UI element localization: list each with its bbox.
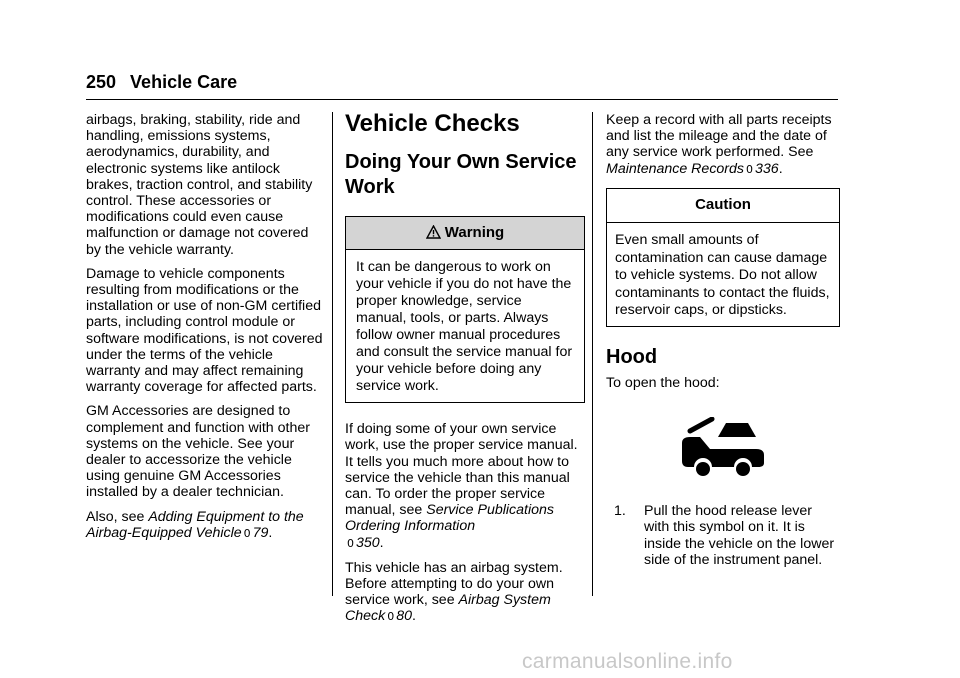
caution-title: Caution <box>607 189 839 223</box>
page-ref-number[interactable]: 336 <box>755 160 779 177</box>
page-ref-icon: 0 <box>347 536 354 550</box>
text: . <box>379 534 384 551</box>
paragraph <box>606 112 840 178</box>
caution-box <box>606 188 840 327</box>
step-item <box>606 503 840 568</box>
paragraph: To open the hood: <box>606 374 720 391</box>
paragraph <box>345 421 585 552</box>
page-ref-number[interactable]: 80 <box>396 608 412 625</box>
section-title: Vehicle Care <box>130 72 238 92</box>
column-1 <box>86 112 326 550</box>
page-ref-icon: 0 <box>746 162 754 176</box>
hood-release-symbol <box>606 417 840 481</box>
hood-heading: Hood <box>606 345 658 368</box>
paragraph: GM Accessories are designed to complement and function with other systems on the vehicle. See your dealer to accessorize the vehicle using genuine GM Accessories installed by a dealer technician. <box>86 403 310 501</box>
page-ref-number[interactable]: 79 <box>252 524 269 541</box>
subsection-heading: Doing Your Own Service Work <box>345 151 577 198</box>
warning-label: Warning <box>444 224 505 241</box>
warning-box <box>345 216 585 403</box>
page-ref-number[interactable]: 350 <box>356 534 380 551</box>
paragraph: airbags, braking, stability, ride and handling, emissions systems, aerodynamics, durability, and electronic systems like antilock brakes, traction control, and stability control. These accessories or modifications could even cause malfunction or damage not covered by the vehicle warranty. <box>86 112 313 258</box>
page-ref-icon: 0 <box>387 610 395 624</box>
step-text: Pull the hood release lever with this symbol on it. It is inside the vehicle on the lower side of the instrument panel. <box>644 503 835 568</box>
warning-icon <box>426 224 441 240</box>
paragraph: Damage to vehicle components resulting from modifications or the installation or use of non-GM certified parts, including control module or software modifications, is not covered under the terms of the vehicle warranty and may affect remaining warranty coverage for affected parts. <box>86 265 323 396</box>
warning-title <box>346 217 584 250</box>
text: . <box>268 524 273 541</box>
cross-reference-link[interactable]: Maintenance Records <box>606 160 745 177</box>
step-number: 1. <box>614 503 626 520</box>
cross-reference-link[interactable]: Adding Equipment to the Airbag-Equipped Vehicle <box>86 508 304 541</box>
page-header <box>86 72 237 93</box>
text: Also, see <box>86 508 149 525</box>
text: . <box>412 608 416 625</box>
page-number: 250 <box>86 72 117 92</box>
warning-body: It can be dangerous to work on your vehicle if you do not have the proper knowledge, service manual, tools, or parts. Always follow owner manual procedures and consult the service manual for your vehicle before doing any service work. <box>356 259 573 395</box>
page-ref-icon: 0 <box>243 526 251 540</box>
watermark: carmanualsonline.info <box>522 650 733 673</box>
text: This vehicle has an airbag system. Before attempting to do your own service work, see <box>345 559 563 609</box>
caution-body: Even small amounts of contamination can cause damage to vehicle systems. Do not allow contaminants to contact the fluids, reservoir caps, or dipsticks. <box>615 232 830 319</box>
paragraph <box>345 560 585 626</box>
text: Keep a record with all parts receipts and list the mileage and the date of any service work performed. See <box>606 112 832 161</box>
text: If doing some of your own service work, use the proper service manual. It tells you much more about how to service the vehicle than this manual can. To order the proper service manual, see <box>345 421 578 519</box>
text: . <box>778 160 783 177</box>
column-divider-right <box>592 112 593 596</box>
cross-reference-link[interactable]: Service Publications Ordering Information <box>345 502 554 535</box>
column-divider-left <box>332 112 333 596</box>
column-2 <box>345 110 585 634</box>
paragraph <box>86 509 326 542</box>
hood-release-icon <box>678 417 768 477</box>
header-rule <box>86 99 838 100</box>
section-heading: Vehicle Checks <box>345 110 520 137</box>
column-3 <box>606 112 840 568</box>
cross-reference-link[interactable]: Airbag System Check <box>345 592 551 625</box>
